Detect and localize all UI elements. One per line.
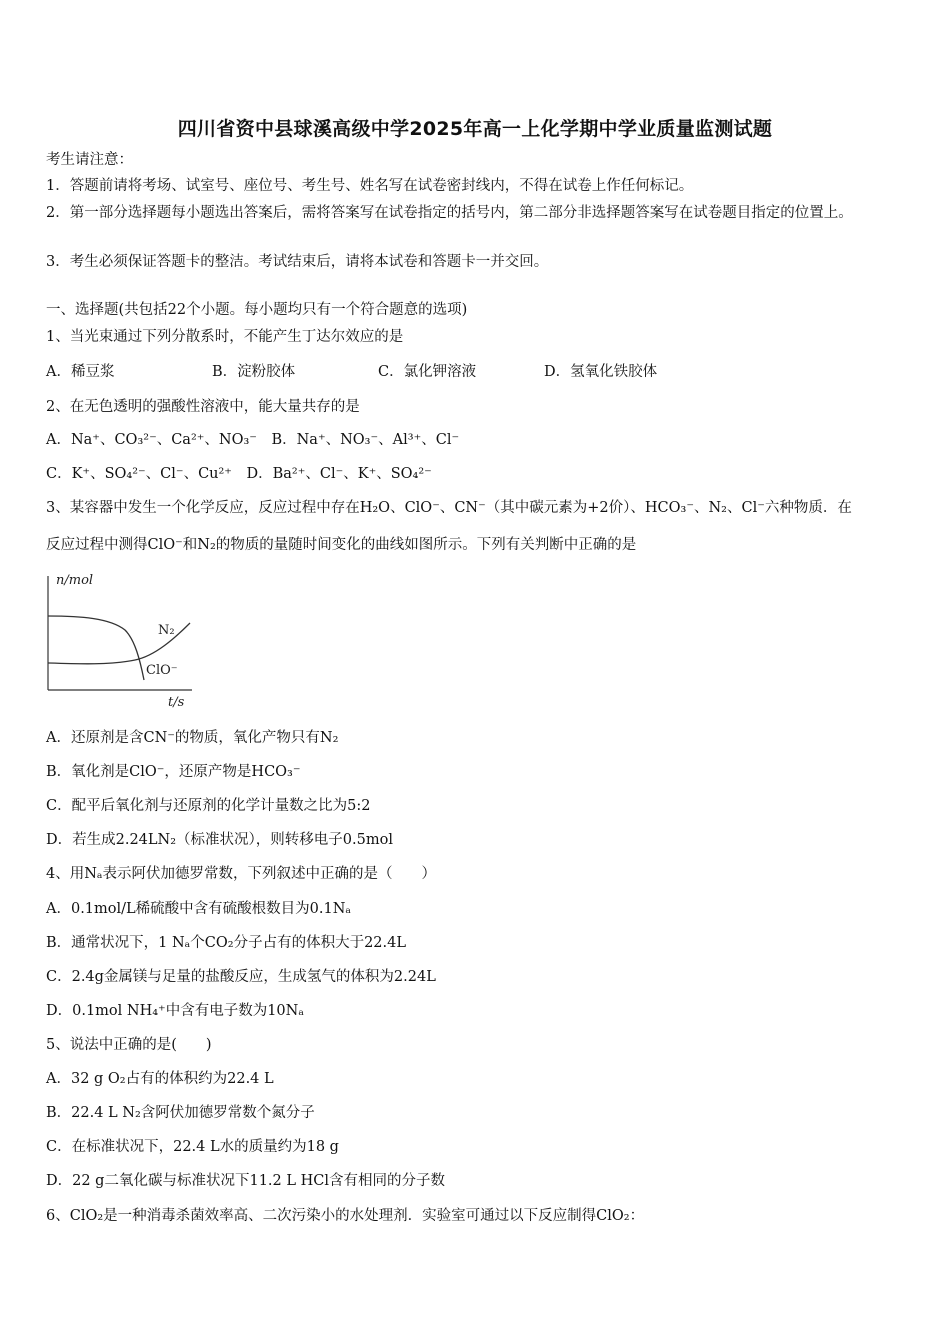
q3-stem-line2: 反应过程中测得ClO⁻和N₂的物质的量随时间变化的曲线如图所示。下列有关判断中正确的是 [46, 537, 637, 553]
notice-heading: 考生请注意： [46, 152, 133, 168]
q1-option-b: B．淀粉胶体 [212, 364, 296, 380]
q3-stem-line1: 3、某容器中发生一个化学反应，反应过程中存在H₂O、ClO⁻、CN⁻（其中碳元素为+2价）、HCO₃⁻、N₂、Cl⁻六种物质．在 [46, 500, 852, 516]
x-axis-label: t/s [168, 695, 185, 710]
notice-item-3: 3．考生必须保证答题卡的整洁。考试结束后，请将本试卷和答题卡一并交回。 [46, 254, 549, 270]
q1-stem: 1、当光束通过下列分散系时，不能产生丁达尔效应的是 [46, 329, 404, 345]
q1-option-c: C．氯化钾溶液 [378, 364, 477, 380]
q4-option-b: B．通常状况下，1 Nₐ个CO₂分子占有的体积大于22.4L [46, 935, 406, 951]
q1-option-a: A．稀豆浆 [46, 364, 115, 380]
q4-option-c: C．2.4g金属镁与足量的盐酸反应，生成氢气的体积为2.24L [46, 969, 436, 985]
q3-option-c: C．配平后氧化剂与还原剂的化学计量数之比为5:2 [46, 798, 371, 814]
notice-item-2: 2．第一部分选择题每小题选出答案后，需将答案写在试卷指定的括号内，第二部分非选择题答案写在试卷题目指定的位置上。 [46, 205, 853, 221]
clo-curve [48, 616, 144, 680]
page-title: 四川省资中县球溪高级中学2025年高一上化学期中学业质量监测试题 [177, 118, 773, 140]
q4-option-a: A．0.1mol/L稀硫酸中含有硫酸根数目为0.1Nₐ [46, 901, 352, 917]
q2-options-ab: A．Na⁺、CO₃²⁻、Ca²⁺、NO₃⁻ B．Na⁺、NO₃⁻、Al³⁺、Cl⁻ [46, 432, 460, 448]
n2-label: N₂ [158, 623, 175, 638]
q4-stem: 4、用Nₐ表示阿伏加德罗常数，下列叙述中正确的是（ ） [46, 866, 437, 882]
q1-options [46, 362, 906, 382]
y-axis-label: n/mol [56, 573, 94, 588]
q4-option-d: D．0.1mol NH₄⁺中含有电子数为10Nₐ [46, 1003, 304, 1019]
q5-option-d: D．22 g二氧化碳与标准状况下11.2 L HCl含有相同的分子数 [46, 1173, 445, 1189]
q5-option-b: B．22.4 L N₂含阿伏加德罗常数个氮分子 [46, 1105, 315, 1121]
q2-options-cd: C．K⁺、SO₄²⁻、Cl⁻、Cu²⁺ D．Ba²⁺、Cl⁻、K⁺、SO₄²⁻ [46, 466, 432, 482]
q5-option-c: C．在标准状况下，22.4 L水的质量约为18 g [46, 1139, 339, 1155]
q3-option-b: B．氧化剂是ClO⁻，还原产物是HCO₃⁻ [46, 764, 301, 780]
q3-option-d: D．若生成2.24LN₂（标准状况），则转移电子0.5mol [46, 832, 393, 848]
q6-stem: 6、ClO₂是一种消毒杀菌效率高、二次污染小的水处理剂．实验室可通过以下反应制得ClO₂： [46, 1208, 645, 1224]
clo-label: ClO⁻ [146, 663, 178, 678]
q1-option-d: D．氢氧化铁胶体 [544, 364, 658, 380]
q5-option-a: A．32 g O₂占有的体积约为22.4 L [46, 1071, 274, 1087]
notice-item-1: 1．答题前请将考场、试室号、座位号、考生号、姓名写在试卷密封线内，不得在试卷上作任何标记。 [46, 178, 694, 194]
q3-chart [40, 568, 200, 710]
q2-stem: 2、在无色透明的强酸性溶液中，能大量共存的是 [46, 399, 360, 415]
section-heading: 一、选择题(共包括22个小题。每小题均只有一个符合题意的选项) [46, 302, 468, 318]
q3-option-a: A．还原剂是含CN⁻的物质，氧化产物只有N₂ [46, 730, 339, 746]
q5-stem: 5、说法中正确的是( ) [46, 1037, 212, 1053]
